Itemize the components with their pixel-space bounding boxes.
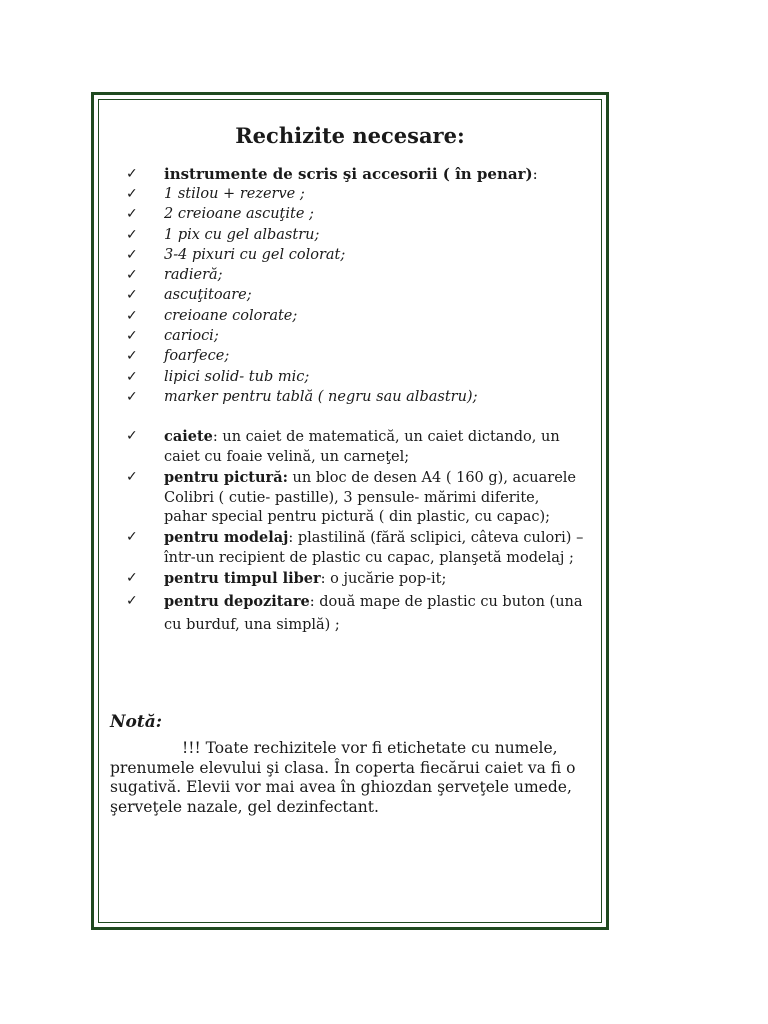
checkmark-icon: ✓	[126, 166, 138, 182]
list-item	[126, 367, 586, 387]
item-text: 1 pix cu gel albastru;	[164, 226, 320, 243]
checkmark-icon: ✓	[126, 267, 138, 284]
item-text: creioane colorate;	[164, 307, 298, 324]
checkmark-icon: ✓	[126, 307, 138, 324]
checkmark-icon: ✓	[126, 328, 138, 345]
checkmark-icon: ✓	[126, 246, 138, 263]
item-heading: pentru pictură:	[164, 468, 288, 486]
list-item	[126, 569, 586, 590]
item-text: : două mape de plastic cu buton (una cu burduf, una simplă) ;	[164, 593, 583, 633]
list-item	[126, 204, 586, 224]
checkmark-icon: ✓	[126, 569, 138, 586]
list-item	[126, 387, 586, 407]
spacer	[126, 407, 586, 427]
item-text: carioci;	[164, 328, 219, 345]
item-text: ascuţitoare;	[164, 287, 252, 304]
list-item	[126, 265, 586, 285]
checkmark-icon: ✓	[126, 388, 138, 405]
list-item	[126, 326, 586, 346]
list-item	[126, 468, 586, 528]
checkmark-icon: ✓	[126, 206, 138, 223]
supplies-list	[126, 165, 586, 637]
list-item	[126, 306, 586, 326]
list-item	[126, 346, 586, 366]
item-text: foarfece;	[164, 348, 230, 365]
checkmark-icon: ✓	[126, 529, 138, 546]
checkmark-icon: ✓	[126, 348, 138, 365]
document-frame	[91, 92, 609, 930]
item-text: :	[532, 165, 538, 183]
item-heading: pentru timpul liber	[164, 569, 321, 587]
item-text: : plastilină (fără sclipici, câteva culori) – într-un recipient de plastic cu capac, planşetă modelaj ;	[164, 530, 584, 567]
list-item	[126, 184, 586, 204]
list-item	[126, 528, 586, 569]
list-item	[126, 245, 586, 265]
checkmark-icon: ✓	[126, 287, 138, 304]
checkmark-icon: ✓	[126, 428, 138, 445]
item-text: lipici solid- tub mic;	[164, 368, 310, 385]
note-title: Notă:	[110, 712, 163, 732]
item-text: un bloc de desen A4 ( 160 g), acuarele Colibri ( cutie- pastille), 3 pensule- mărimi diferite, pahar special pentru pictură ( din plastic, cu capac);	[164, 469, 577, 526]
checkmark-icon: ✓	[126, 592, 138, 609]
list-item	[126, 165, 586, 184]
item-heading: caiete	[164, 428, 213, 446]
item-text: marker pentru tablă ( negru sau albastru);	[164, 388, 478, 405]
item-heading: pentru depozitare	[164, 592, 310, 610]
note-body: !!! Toate rechizitele vor fi etichetate cu numele, prenumele elevului şi clasa. În coperta fiecărui caiet va fi o sugativă. Elevii vor mai avea în ghiozdan şerveţele umede, şerveţele nazale, gel dezinfectant.	[110, 739, 576, 816]
item-text: : un caiet de matematică, un caiet dictando, un caiet cu foaie velină, un carneţel;	[164, 429, 560, 466]
page-title: Rechizite necesare:	[235, 123, 465, 148]
list-item	[126, 590, 586, 637]
list-item	[126, 285, 586, 305]
checkmark-icon: ✓	[126, 368, 138, 385]
item-text: 1 stilou + rezerve ;	[164, 186, 305, 202]
list-item	[126, 427, 586, 468]
item-text: : o jucărie pop-it;	[320, 570, 447, 587]
checkmark-icon: ✓	[126, 226, 138, 243]
item-text: 2 creioane ascuţite ;	[164, 206, 314, 223]
item-heading: instrumente de scris şi accesorii ( în penar)	[164, 165, 533, 183]
checkmark-icon: ✓	[126, 186, 138, 202]
list-item	[126, 225, 586, 245]
item-text: 3-4 pixuri cu gel colorat;	[164, 246, 346, 263]
item-text: radieră;	[164, 267, 223, 284]
checkmark-icon: ✓	[126, 468, 138, 485]
item-heading: pentru modelaj	[164, 529, 289, 547]
